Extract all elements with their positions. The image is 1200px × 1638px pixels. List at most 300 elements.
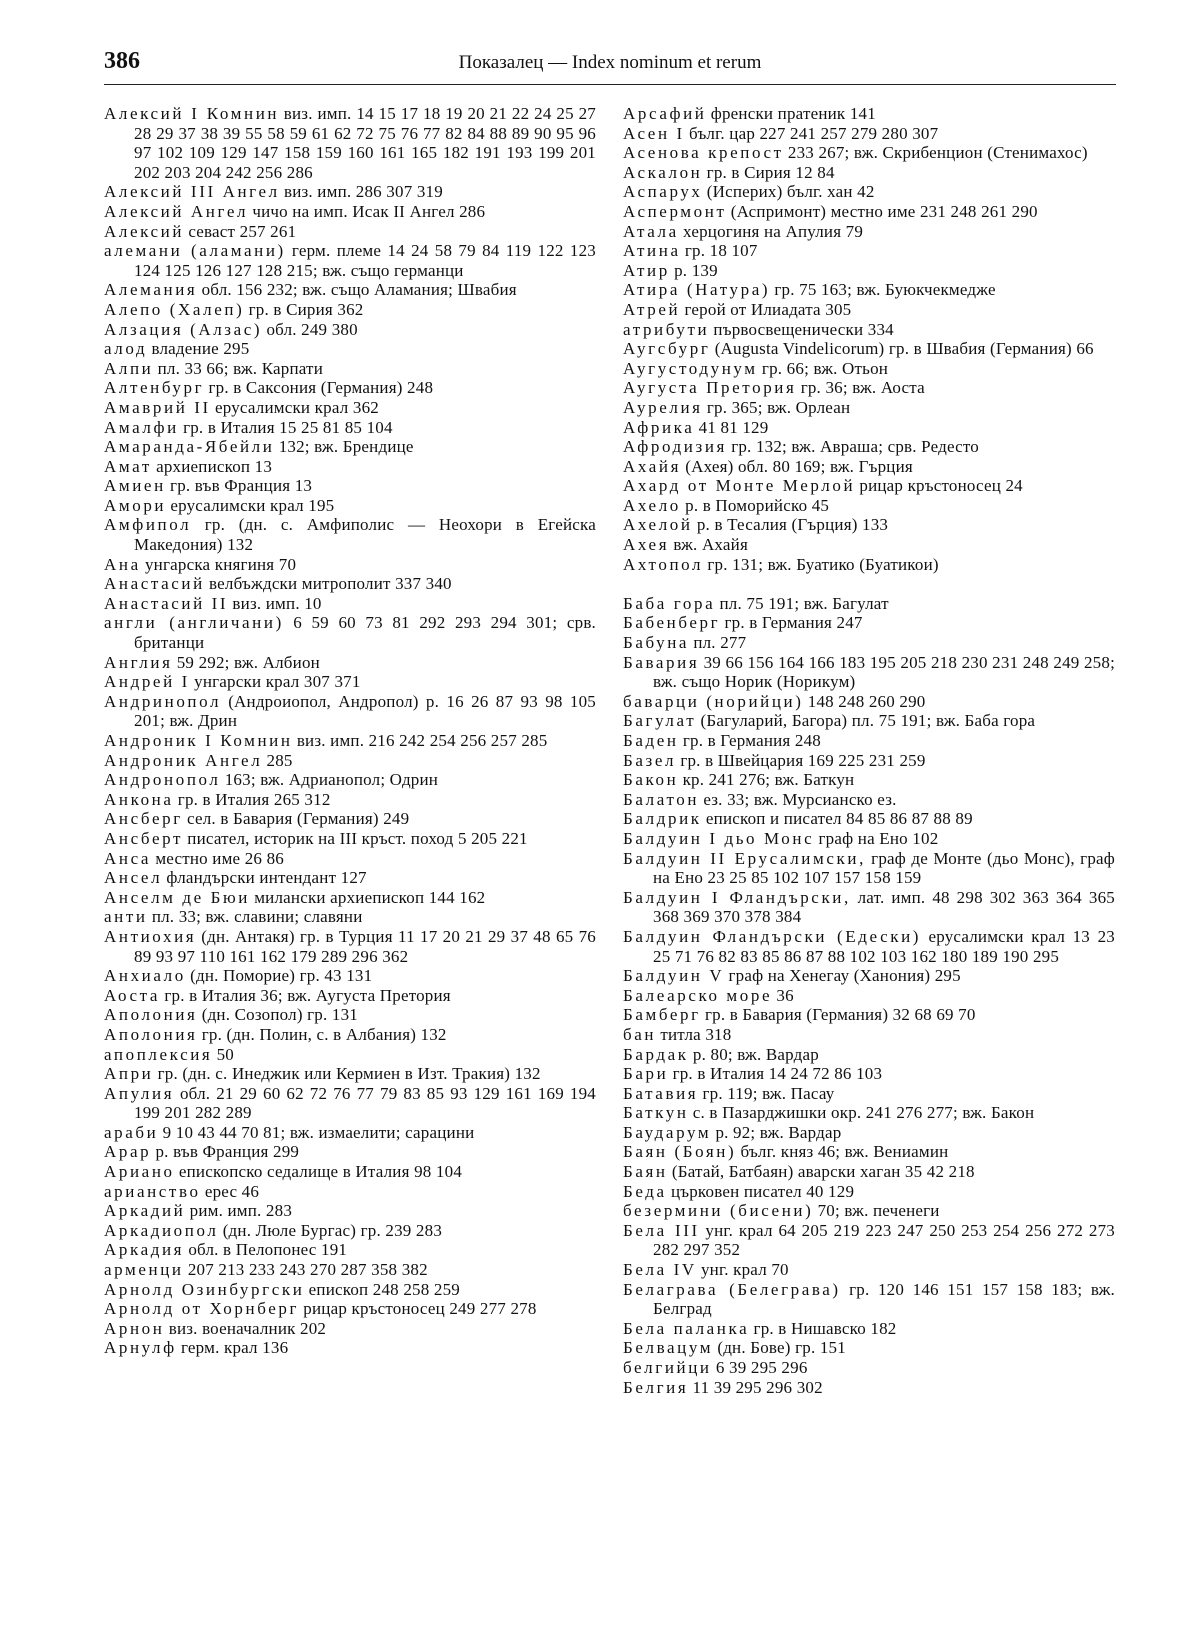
entry-headword: Аркадий: [104, 1201, 186, 1221]
entry-references: епископ 248 258 259: [308, 1279, 460, 1299]
entry-headword: Анхиало: [104, 966, 186, 986]
index-entry: [104, 1084, 596, 1123]
entry-references: гр. в Италия 36; вж. Аугуста Претория: [164, 985, 451, 1005]
entry-headword: Бардак: [623, 1044, 689, 1064]
entry-headword: Андроник I Комнин: [104, 731, 293, 750]
entry-headword: Алексий: [104, 221, 185, 241]
entry-headword: Балеарско море: [623, 985, 773, 1005]
entry-references: гр. в Саксония (Германия) 248: [208, 378, 434, 398]
entry-headword: Балдрик: [623, 809, 702, 829]
entry-headword: Бабенберг: [623, 613, 721, 633]
entry-headword: Балатон: [623, 789, 700, 809]
entry-references: граф на Хенегау (Ханония) 295: [728, 966, 961, 986]
entry-references: пл. 33 66; вж. Карпати: [157, 358, 323, 378]
entry-headword: Атир: [623, 260, 670, 280]
entry-headword: Асенова крепост: [623, 143, 784, 163]
index-entry: [104, 1221, 596, 1241]
entry-headword: Аугуста Претория: [623, 378, 797, 398]
entry-references: гр. 66; вж. Отьон: [761, 358, 889, 378]
entry-headword: Африка: [623, 417, 695, 437]
entry-references: 70; вж. печенеги: [817, 1201, 940, 1221]
entry-headword: Бела IV: [623, 1260, 697, 1280]
entry-headword: Ахард от Монте Мерлой: [623, 476, 856, 496]
entry-references: герой от Илиадата 305: [684, 299, 852, 319]
entry-headword: Алексий Ангел: [104, 201, 249, 221]
entry-headword: Анкона: [104, 789, 174, 809]
entry-references: писател, историк на III кръст. поход 5 205 221: [187, 828, 528, 848]
entry-headword: арианство: [104, 1181, 201, 1201]
index-entry: [104, 888, 596, 908]
entry-headword: Баударум: [623, 1122, 712, 1142]
entry-headword: Андрей I: [104, 672, 190, 692]
entry-references: 50: [216, 1044, 234, 1064]
entry-references: р. 80; вж. Вардар: [692, 1044, 819, 1064]
entry-references: сел. в Бавария (Германия) 249: [187, 809, 410, 829]
entry-references: 6 59 60 73 81 292 293 294 301; срв. британци: [134, 613, 597, 653]
index-entry: [623, 378, 1115, 398]
entry-headword: Анса: [104, 848, 152, 868]
index-entry: [104, 1045, 596, 1065]
entry-references: владение 295: [151, 339, 250, 359]
index-entry: [104, 280, 596, 300]
entry-references: рим. имп. 283: [189, 1201, 293, 1221]
entry-headword: Бамберг: [623, 1005, 701, 1025]
entry-references: гр. в Италия 15 25 81 85 104: [183, 417, 393, 437]
index-entry: [104, 790, 596, 810]
index-entry: [623, 104, 1115, 124]
entry-headword: Аркадиопол: [104, 1220, 219, 1240]
entry-headword: Атина: [623, 241, 681, 261]
index-entry: [104, 398, 596, 418]
index-entry: [104, 339, 596, 359]
entry-headword: Ахея: [623, 535, 670, 555]
entry-references: 9 10 43 44 70 81; вж. измаелити; сарацини: [162, 1122, 475, 1142]
index-entry: [104, 770, 596, 790]
entry-references: милански архиепископ 144 162: [254, 887, 486, 907]
entry-references: гр. в Италия 265 312: [177, 789, 331, 809]
entry-headword: Баян: [623, 1162, 668, 1182]
index-entry: [623, 202, 1115, 222]
entry-headword: Ахелой: [623, 515, 693, 535]
entry-references: р. в Поморийско 45: [685, 495, 830, 515]
entry-references: кр. 241 276; вж. Баткун: [682, 770, 855, 790]
entry-references: унг. крал 64 205 219 223 247 250 253 254 256 272 273 282 297 352: [653, 1220, 1116, 1260]
entry-headword: безермини (бисени): [623, 1201, 814, 1221]
entry-headword: Афродизия: [623, 437, 727, 457]
entry-references: гр. в Нишавско 182: [753, 1318, 897, 1338]
entry-headword: Аспарух: [623, 182, 703, 202]
index-entry: [623, 515, 1115, 535]
index-entry: [104, 1005, 596, 1025]
entry-headword: Баян (Боян): [623, 1142, 737, 1162]
entry-headword: Анастасий: [104, 574, 205, 594]
index-entry: [623, 711, 1115, 731]
index-entry: [623, 1338, 1115, 1358]
entry-headword: Атала: [623, 221, 679, 241]
entry-references: р. в Тесалия (Гърция) 133: [696, 515, 889, 535]
entry-headword: Амаранда-Ябейли: [104, 437, 275, 457]
entry-headword: алемани (аламани): [104, 241, 286, 261]
index-entry: [623, 535, 1115, 555]
index-entry: [104, 731, 596, 751]
entry-references: гр. в Бавария (Германия) 32 68 69 70: [704, 1005, 976, 1025]
index-entry: [623, 1260, 1115, 1280]
entry-references: 59 292; вж. Албион: [176, 652, 320, 672]
index-entry: [104, 1123, 596, 1143]
index-entry: [623, 496, 1115, 516]
entry-headword: Аугустодунум: [623, 358, 758, 378]
index-entry: [104, 1201, 596, 1221]
entry-references: гр. 131; вж. Буатико (Буатикои): [707, 554, 939, 574]
entry-references: гр. в Швейцария 169 225 231 259: [680, 750, 926, 770]
index-entry: [623, 1358, 1115, 1378]
entry-references: виз. военачалник 202: [168, 1318, 327, 1338]
index-entry: [104, 907, 596, 927]
entry-headword: Балдуин V: [623, 966, 725, 986]
entry-headword: Аркадия: [104, 1240, 185, 1260]
entry-references: (Исперих) бълг. хан 42: [706, 182, 875, 202]
entry-headword: Амфипол: [104, 515, 192, 535]
entry-references: 285: [266, 750, 293, 770]
entry-references: гр. 75 163; вж. Буюкчекмедже: [774, 280, 996, 300]
entry-references: 207 213 233 243 270 287 358 382: [187, 1260, 428, 1280]
entry-references: (Ахея) обл. 80 169; вж. Гърция: [685, 456, 913, 476]
entry-headword: апоплексия: [104, 1044, 213, 1064]
entry-headword: Белгия: [623, 1377, 689, 1397]
entry-references: гр. 365; вж. Орлеан: [706, 397, 851, 417]
entry-references: гр. в Германия 248: [682, 731, 821, 750]
entry-references: (Андроиопол, Андропол) р. 16 26 87 93 98 105 201; вж. Дрин: [134, 691, 597, 731]
index-entry: [104, 1162, 596, 1182]
entry-headword: Багулат: [623, 711, 697, 731]
entry-headword: араби: [104, 1122, 159, 1142]
entry-references: гр. 119; вж. Пасау: [702, 1083, 835, 1103]
entry-headword: Апри: [104, 1064, 154, 1084]
entry-references: обл. 156 232; вж. също Аламания; Швабия: [201, 280, 517, 300]
index-entry: [104, 594, 596, 614]
entry-references: с. в Пазарджишки окр. 241 276 277; вж. Бакон: [692, 1103, 1035, 1123]
entry-references: р. във Франция 299: [155, 1142, 300, 1162]
entry-headword: Беда: [623, 1181, 667, 1201]
entry-headword: Атира (Натура): [623, 280, 771, 300]
entry-references: гр. в Италия 14 24 72 86 103: [672, 1064, 883, 1084]
index-entry: [623, 1084, 1115, 1104]
entry-headword: Ариано: [104, 1162, 175, 1182]
index-entry: [104, 359, 596, 379]
index-entry: [623, 1045, 1115, 1065]
entry-references: гр. в Сирия 362: [248, 299, 364, 319]
entry-headword: Анселм де Бюи: [104, 887, 250, 907]
entry-references: лат. имп. 48 298 302 363 364 365 368 369 370 378 384: [653, 887, 1116, 927]
entry-references: 39 66 156 164 166 183 195 205 218 230 231 248 249 258; вж. също Норик (Норикум): [653, 652, 1116, 692]
index-entry: [104, 1299, 596, 1319]
index-entry: [104, 182, 596, 202]
index-entry: [623, 849, 1115, 888]
index-entry: [623, 613, 1115, 633]
entry-headword: Алтенбург: [104, 378, 205, 398]
index-entry: [104, 751, 596, 771]
index-entry: [623, 1025, 1115, 1045]
index-entry: [104, 613, 596, 652]
index-entry: [623, 1103, 1115, 1123]
index-entry: [104, 1182, 596, 1202]
entry-headword: Аспермонт: [623, 201, 727, 221]
index-entry: [104, 849, 596, 869]
index-entry: [623, 751, 1115, 771]
entry-references: рицар кръстоносец 24: [859, 476, 1023, 496]
entry-references: титла 318: [660, 1024, 732, 1044]
entry-references: герм. племе 14 24 58 79 84 119 122 123 124 125 126 127 128 215; вж. също германци: [134, 241, 596, 280]
entry-headword: белгийци: [623, 1358, 712, 1377]
entry-references: унгарски крал 307 371: [194, 672, 361, 692]
index-entry: [104, 104, 596, 182]
index-entry: [104, 829, 596, 849]
entry-references: фландърски интендант 127: [166, 868, 367, 888]
index-entry: [104, 1319, 596, 1339]
entry-headword: Балдуин I дьо Монс: [623, 828, 815, 848]
index-entry: [623, 143, 1115, 163]
index-entry: [104, 515, 596, 554]
entry-headword: Арнон: [104, 1318, 165, 1338]
entry-headword: Батавия: [623, 1083, 699, 1103]
index-entry: [623, 809, 1115, 829]
entry-references: (дн. Поморие) гр. 43 131: [190, 966, 373, 986]
entry-references: гр. (дн. с. Амфиполис — Неохори в Егейска Македония) 132: [134, 515, 596, 555]
index-entry: [104, 1338, 596, 1358]
entry-headword: Асен I: [623, 123, 685, 143]
index-entry: [623, 986, 1115, 1006]
index-entry: [104, 653, 596, 673]
entry-headword: Атрей: [623, 299, 681, 319]
entry-headword: Алзация (Алзас): [104, 319, 263, 339]
entry-headword: Аугсбург: [623, 339, 711, 359]
entry-references: граф де Монте (дьо Монс), граф на Ено 23 25 85 102 107 157 158 159: [653, 848, 1116, 888]
entry-headword: баварци (норийци): [623, 691, 804, 711]
index-entry: [623, 1005, 1115, 1025]
index-entry: [104, 555, 596, 575]
entry-headword: Алепо (Халеп): [104, 299, 245, 319]
entry-headword: Арнулф: [104, 1338, 177, 1358]
index-entry: [623, 1064, 1115, 1084]
entry-headword: Бавария: [623, 652, 700, 672]
entry-headword: Белаграва (Белеграва): [623, 1279, 841, 1299]
entry-references: севаст 257 261: [188, 221, 297, 241]
index-section-a: [623, 104, 1115, 574]
index-entry: [104, 418, 596, 438]
entry-headword: Алпи: [104, 358, 154, 378]
entry-headword: Баба гора: [623, 593, 716, 613]
entry-headword: Аполония: [104, 1005, 198, 1025]
entry-references: чичо на имп. Исак II Ангел 286: [252, 201, 486, 221]
index-entry: [104, 1240, 596, 1260]
entry-references: виз. имп. 14 15 17 18 19 20 21 22 24 25 27 28 29 37 38 39 55 58 59 61 62 72 75 76 77 82 84 88 89 90 95 96 97 102 109 129 147 158 159 160 161 165 182 191 193 199 201 202 203 204 242 256 286: [134, 104, 596, 182]
entry-references: рицар кръстоносец 249 277 278: [303, 1299, 537, 1319]
entry-headword: Амаврий II: [104, 397, 211, 417]
entry-headword: Аоста: [104, 985, 161, 1005]
entry-headword: атрибути: [623, 319, 710, 339]
entry-references: 148 248 260 290: [807, 691, 926, 711]
index-entry: [623, 398, 1115, 418]
index-entry: [623, 1142, 1115, 1162]
index-entry: [104, 672, 596, 692]
entry-references: епископ и писател 84 85 86 87 88 89: [705, 809, 973, 829]
index-entry: [104, 1142, 596, 1162]
entry-references: гр. 36; вж. Аоста: [800, 378, 925, 398]
entry-references: гр. в Сирия 12 84: [706, 162, 835, 182]
entry-references: обл. 249 380: [266, 319, 358, 339]
entry-references: (Батай, Батбаян) аварски хаган 35 42 218: [671, 1162, 975, 1182]
entry-references: граф на Ено 102: [818, 828, 939, 848]
entry-headword: Бабуна: [623, 633, 690, 653]
index-entry: [104, 1260, 596, 1280]
entry-headword: Базел: [623, 750, 677, 770]
entry-references: унгарска княгиня 70: [144, 554, 297, 574]
entry-references: (Аспримонт) местно име 231 248 261 290: [730, 201, 1038, 221]
index-entry: [623, 222, 1115, 242]
entry-references: 233 267; вж. Скрибенцион (Стенимахос): [787, 143, 1088, 163]
index-entry: [623, 300, 1115, 320]
entry-headword: Бела паланка: [623, 1318, 750, 1338]
entry-references: (дн. Созопол) гр. 131: [201, 1005, 359, 1025]
entry-references: (дн. Антакя) гр. в Турция 11 17 20 21 29 37 48 65 76 89 93 97 110 161 162 179 289 296 362: [134, 926, 597, 966]
entry-references: първосвещенически 334: [713, 319, 894, 339]
entry-headword: Арнолд Озинбургски: [104, 1279, 305, 1299]
index-entry: [104, 378, 596, 398]
index-entry: [623, 555, 1115, 575]
index-entry: [104, 868, 596, 888]
index-entry: [623, 1319, 1115, 1339]
entry-headword: Ансел: [104, 868, 163, 888]
entry-headword: Балдуин I Фландърски,: [623, 887, 851, 907]
index-entry: [623, 790, 1115, 810]
index-entry: [623, 418, 1115, 438]
entry-headword: Анастасий II: [104, 593, 229, 613]
entry-headword: Амат: [104, 456, 152, 476]
entry-references: 11 39 295 296 302: [692, 1377, 823, 1397]
entry-headword: Бела III: [623, 1220, 700, 1240]
entry-references: 6 39 295 296: [715, 1358, 808, 1377]
entry-references: виз. имп. 10: [232, 593, 322, 613]
index-entry: [104, 1064, 596, 1084]
entry-headword: Баден: [623, 731, 679, 750]
index-entry: [623, 594, 1115, 614]
entry-headword: Алексий I Комнин: [104, 104, 280, 123]
entry-references: 163; вж. Адрианопол; Одрин: [224, 770, 439, 790]
entry-headword: Ансберт: [104, 828, 184, 848]
index-entry: [104, 1025, 596, 1045]
entry-references: църковен писател 40 129: [670, 1181, 855, 1201]
index-entry: [623, 731, 1115, 751]
index-entry: [623, 1378, 1115, 1398]
index-entry: [623, 320, 1115, 340]
entry-headword: Амиен: [104, 476, 166, 496]
entry-headword: Ахайя: [623, 456, 682, 476]
entry-references: херцогиня на Апулия 79: [683, 221, 864, 241]
index-entry: [623, 966, 1115, 986]
section-gap: [623, 574, 1115, 594]
entry-references: бълг. княз 46; вж. Вениамин: [740, 1142, 949, 1162]
index-entry: [623, 888, 1115, 927]
entry-references: ерес 46: [204, 1181, 260, 1201]
entry-headword: Амалфи: [104, 417, 179, 437]
entry-headword: Арсафий: [623, 104, 707, 123]
entry-references: гр. във Франция 13: [170, 476, 313, 496]
page-number: 386: [104, 48, 140, 74]
index-entry: [623, 476, 1115, 496]
entry-headword: Бари: [623, 1064, 669, 1084]
entry-headword: Андронопол: [104, 770, 221, 790]
index-entry: [623, 339, 1115, 359]
index-entry: [623, 633, 1115, 653]
index-entry: [623, 1182, 1115, 1202]
entry-references: (Augusta Vindelicorum) гр. в Швабия (Германия) 66: [714, 339, 1094, 359]
entry-headword: Арнолд от Хорнберг: [104, 1299, 300, 1319]
entry-headword: Балдуин Фландърски (Едески): [623, 926, 922, 946]
index-entry: [104, 320, 596, 340]
entry-references: пл. 33; вж. славини; славяни: [151, 907, 363, 927]
entry-references: бълг. цар 227 241 257 279 280 307: [689, 123, 939, 143]
entry-references: унг. крал 70: [700, 1260, 789, 1280]
entry-headword: Англия: [104, 652, 173, 672]
entry-headword: Балдуин II Ерусалимски,: [623, 848, 866, 868]
entry-references: обл. в Пелопонес 191: [188, 1240, 348, 1260]
entry-references: гр. в Германия 247: [724, 613, 863, 633]
index-entry: [623, 653, 1115, 692]
index-entry: [104, 1280, 596, 1300]
entry-headword: Андринопол: [104, 691, 222, 711]
index-entry: [623, 241, 1115, 261]
entry-headword: Амори: [104, 495, 167, 515]
index-entry: [104, 986, 596, 1006]
index-entry: [623, 829, 1115, 849]
entry-headword: Арар: [104, 1142, 152, 1162]
index-entry: [104, 476, 596, 496]
entry-headword: Антиохия: [104, 926, 197, 946]
entry-references: (Багуларий, Багора) пл. 75 191; вж. Баба гора: [700, 711, 1036, 731]
entry-references: 36: [776, 985, 794, 1005]
index-entry: [104, 300, 596, 320]
index-column-right: [623, 104, 1115, 1397]
index-entry: [104, 222, 596, 242]
index-entry: [623, 1162, 1115, 1182]
index-entry: [623, 927, 1115, 966]
entry-references: епископско седалище в Италия 98 104: [178, 1162, 463, 1182]
entry-headword: Аполония: [104, 1024, 198, 1044]
entry-references: виз. имп. 216 242 254 256 257 285: [296, 731, 548, 750]
entry-headword: Ана: [104, 554, 141, 574]
entry-headword: Белвацум: [623, 1338, 714, 1358]
entry-headword: арменци: [104, 1260, 184, 1280]
index-entry: [623, 770, 1115, 790]
index-entry: [104, 966, 596, 986]
entry-headword: Алемания: [104, 280, 198, 300]
index-entry: [623, 1221, 1115, 1260]
index-entry: [623, 437, 1115, 457]
entry-references: (дн. Бове) гр. 151: [717, 1338, 846, 1358]
entry-references: пл. 75 191; вж. Багулат: [719, 593, 889, 613]
index-entry: [623, 1123, 1115, 1143]
entry-references: ез. 33; вж. Мурсианско ез.: [703, 789, 897, 809]
index-entry: [623, 163, 1115, 183]
entry-headword: Аурелия: [623, 397, 703, 417]
entry-references: гр. (дн. с. Инеджик или Кермиен в Изт. Тракия) 132: [157, 1064, 541, 1084]
index-entry: [623, 182, 1115, 202]
index-entry: [104, 457, 596, 477]
entry-references: 132; вж. Брендице: [278, 437, 414, 457]
entry-references: архиепископ 13: [156, 456, 273, 476]
entry-headword: Ансберг: [104, 809, 183, 829]
entry-headword: Аскалон: [623, 162, 703, 182]
